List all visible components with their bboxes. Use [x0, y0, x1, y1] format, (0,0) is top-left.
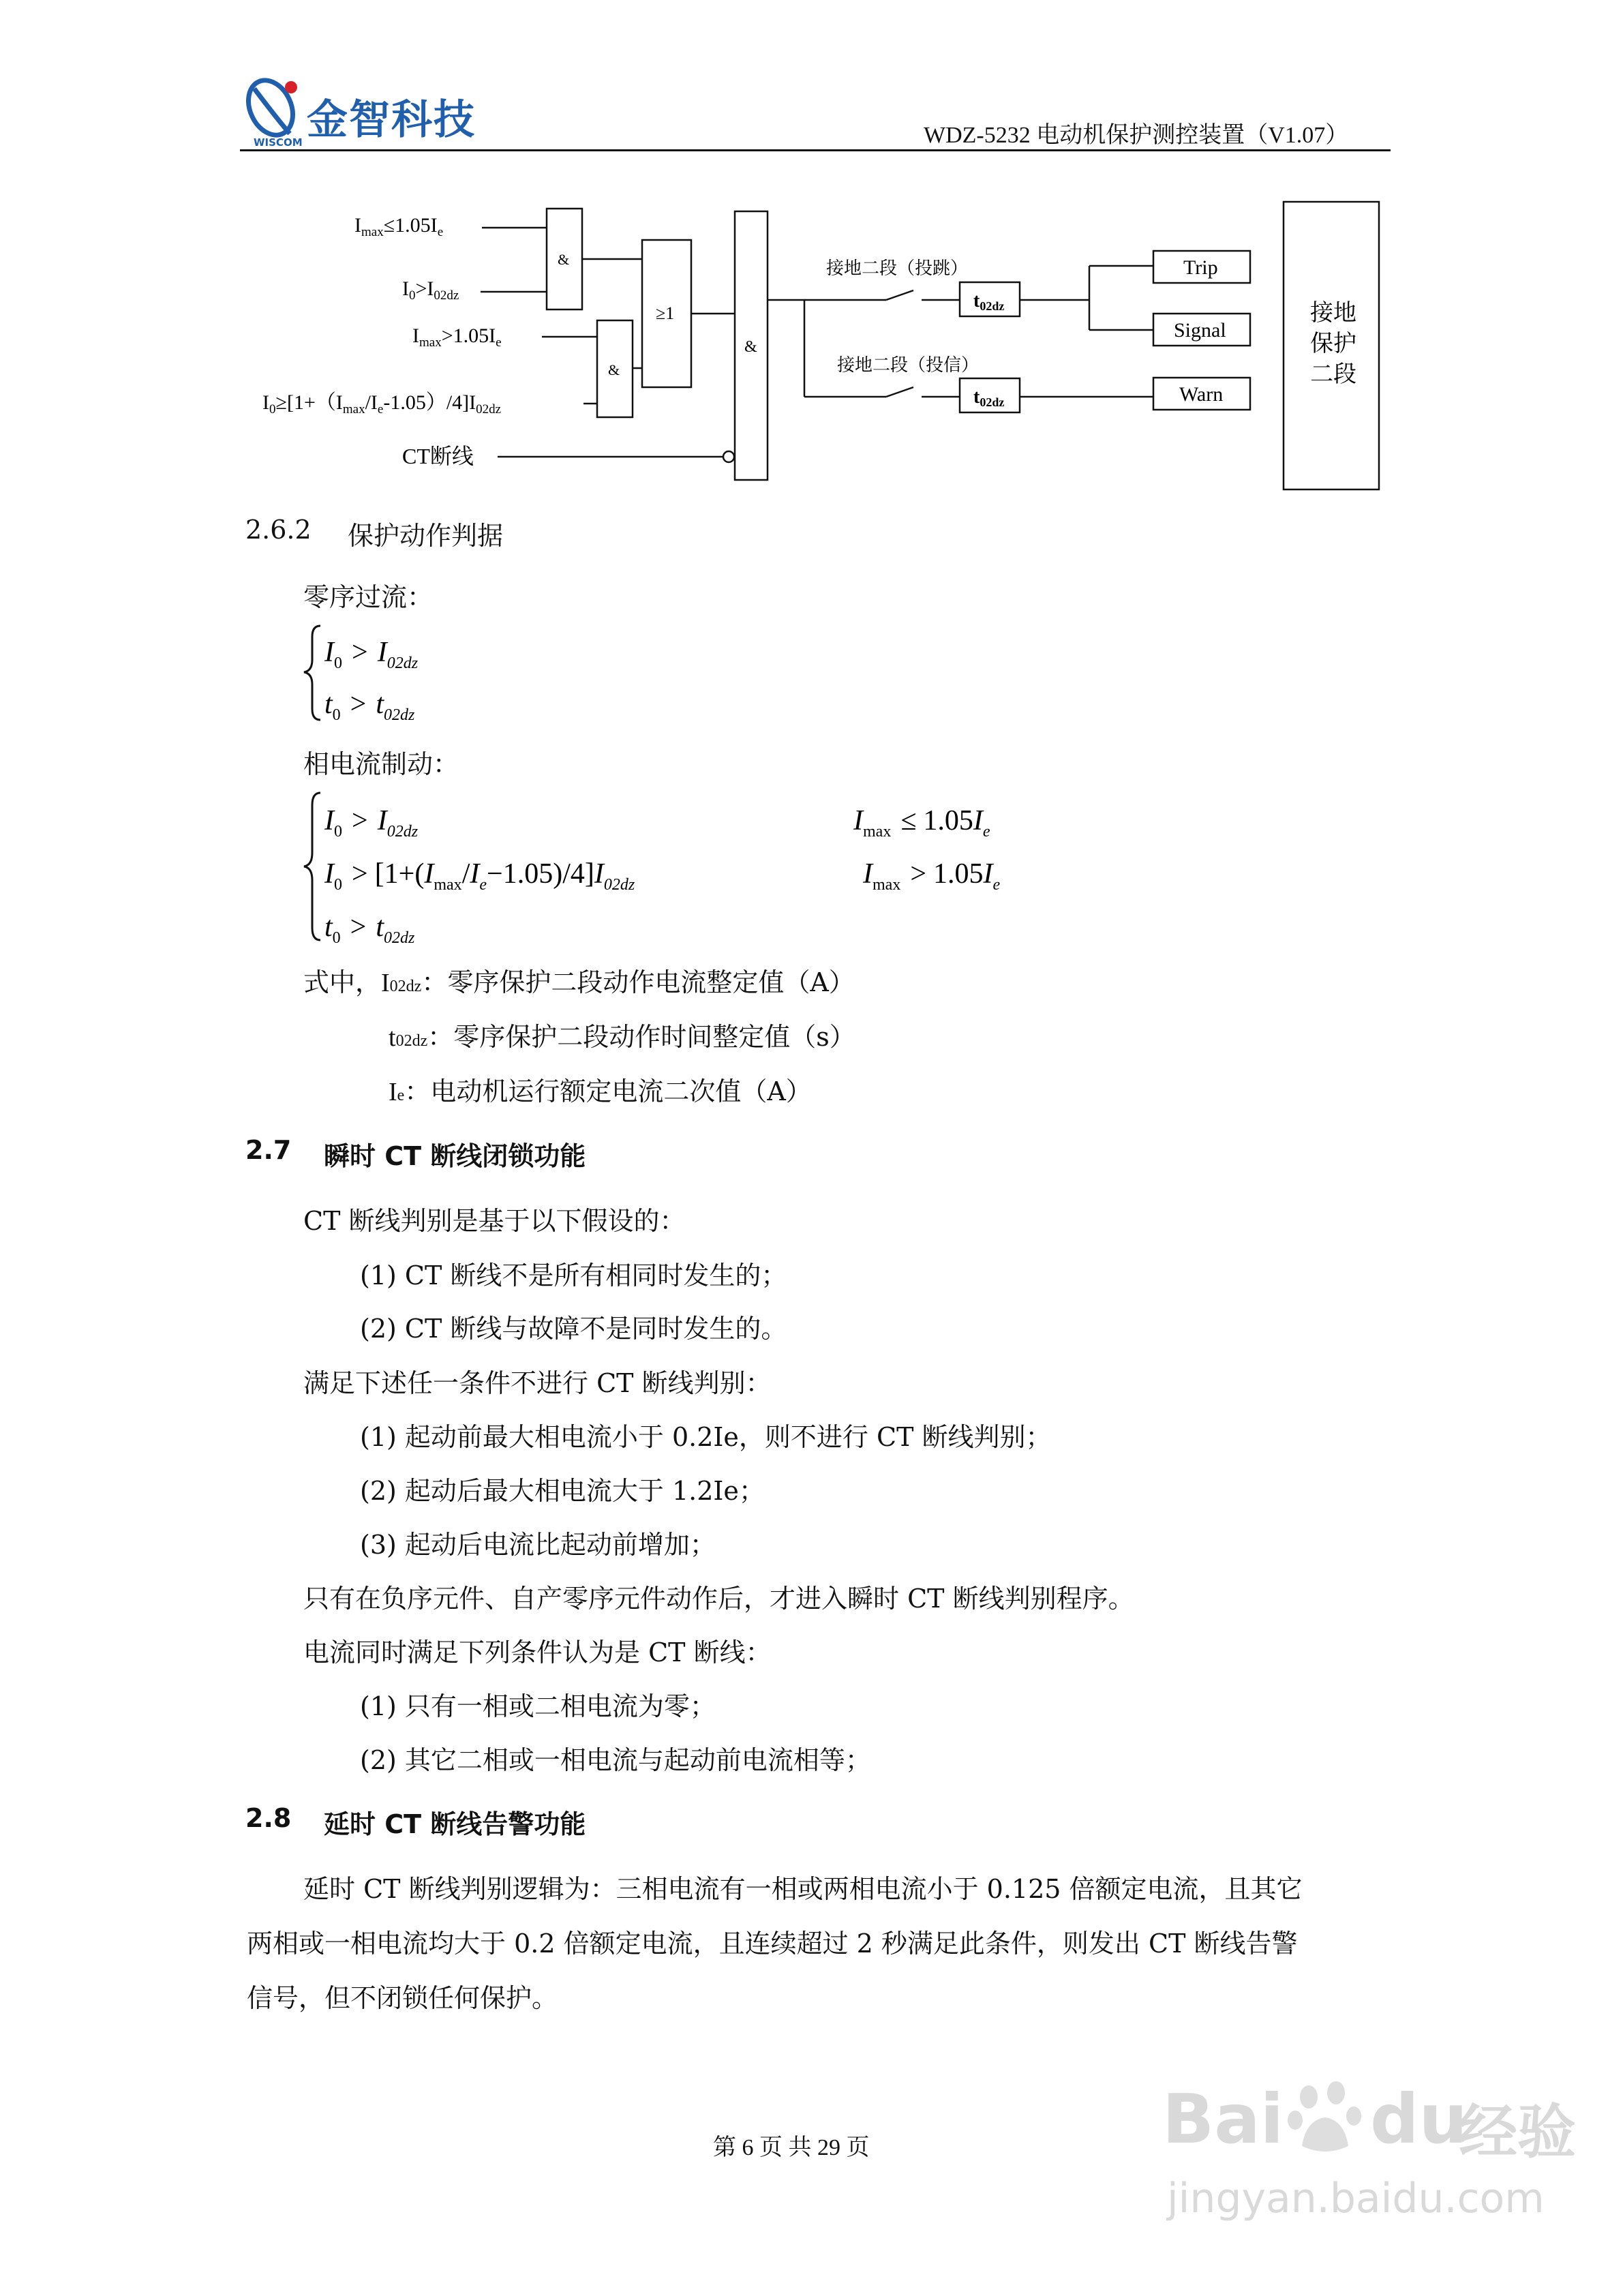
- doc-title: WDZ-5232 电动机保护测控装置（V1.07）: [924, 123, 1349, 148]
- delay-ct-line-1: 延时 CT 断线判别逻辑为：三相电流有一相或两相电流小于 0.125 倍额定电流，且其它: [303, 1874, 1303, 1904]
- delay-ct-line-3: 信号，但不闭锁任何保护。: [247, 1983, 558, 2013]
- timer-2-label: t02dz: [973, 387, 1005, 409]
- inversion-bubble: [723, 451, 734, 462]
- section-28-number: 2.8: [245, 1803, 292, 1833]
- switch-trip-label: 接地二段（投跳）: [826, 258, 969, 278]
- output-signal: Signal: [1174, 319, 1226, 342]
- svg-text:I0>[1+(Imax/Ie−1.05)/4]I02dz: $I_0 > [1+(I_{max}/I_e-1.05)/4]I_{02dz}$: [324, 858, 635, 894]
- svg-text:Imax>1.05Ie: $I_{max} > 1.05I_e$: [863, 858, 1001, 894]
- formula-phase-brake: [300, 787, 1084, 951]
- phase-brake-label: 相电流制动：: [303, 749, 459, 779]
- ct-note: 只有在负序元件、自产零序元件动作后，才进入瞬时 CT 断线判别程序。: [303, 1584, 1134, 1614]
- input-i0-brake: $I_0\ge[1+(I_{max}/I_e-1.05)/4]I_{02dz}$: [262, 391, 502, 417]
- timer-1-label: t02dz: [973, 290, 1005, 313]
- ct-cond-1: (1) 起动前最大相电流小于 0.2Ie，则不进行 CT 断线判别；: [360, 1422, 1052, 1452]
- ct-cond-intro: 满足下述任一条件不进行 CT 断线判别：: [303, 1368, 772, 1398]
- input-imax-le: $I_{max}\le 1.05I_e$: [354, 214, 444, 239]
- ct-cond-2: (2) 起动后最大相电流大于 1.2Ie；: [360, 1476, 765, 1506]
- switch-signal-label: 接地二段（投信）: [837, 355, 980, 375]
- and-gate-main-label: &: [744, 338, 757, 356]
- watermark-jingyan: 经验: [1459, 2098, 1576, 2166]
- ct-criteria-1: (1) 只有一相或二相电流为零；: [360, 1691, 716, 1721]
- logo-sub: WISCOM: [254, 136, 303, 149]
- input-ct-break: CT断线: [402, 444, 474, 468]
- svg-text:t0>t02dz: $t_0 > t_{02dz}$: [324, 689, 415, 724]
- watermark-bai: Bai: [1162, 2079, 1284, 2159]
- baidu-paw-icon: [1281, 2072, 1370, 2161]
- block-line-3: 二段: [1310, 362, 1356, 387]
- definition-t02dz: t02dz：零序保护二段动作时间整定值（s）: [389, 1022, 855, 1052]
- definition-i02dz: 式中，I02dz：零序保护二段动作电流整定值（A）: [303, 967, 855, 997]
- ct-cond-3: (3) 起动后电流比起动前增加；: [360, 1530, 716, 1560]
- and-gate-1-label: &: [558, 251, 570, 268]
- svg-text:I0>I02dz: $I_0 > I_{02dz}$: [324, 805, 419, 841]
- logic-diagram: [0, 0, 1623, 504]
- svg-text:t0>t02dz: $t_0 > t_{02dz}$: [324, 911, 415, 947]
- section-27-number: 2.7: [245, 1135, 292, 1165]
- logo-brand: 金智科技: [307, 96, 476, 144]
- formula-zero-seq: [300, 620, 504, 729]
- ct-intro: CT 断线判别是基于以下假设的：: [303, 1206, 686, 1236]
- section-262-title: 保护动作判据: [348, 521, 504, 551]
- section-27-title: 瞬时 CT 断线闭锁功能: [324, 1141, 586, 1171]
- or-gate-label: ≥1: [656, 303, 675, 323]
- page-number: 第 6 页 共 29 页: [713, 2135, 870, 2160]
- ct-criteria-2: (2) 其它二相或一相电流与起动前电流相等；: [360, 1745, 871, 1775]
- section-262-number: 2.6.2: [245, 515, 312, 545]
- section-28-title: 延时 CT 断线告警功能: [324, 1809, 586, 1839]
- ct-assumption-1: (1) CT 断线不是所有相同时发生的；: [360, 1260, 787, 1290]
- zero-seq-label: 零序过流：: [303, 582, 434, 612]
- definition-ie: Ie：电动机运行额定电流二次值（A）: [389, 1076, 812, 1106]
- and-gate-2-label: &: [608, 361, 620, 378]
- svg-text:I0>I02dz: $I_0 > I_{02dz}$: [324, 637, 419, 672]
- ct-criteria-intro: 电流同时满足下列条件认为是 CT 断线：: [303, 1637, 772, 1667]
- ct-assumption-2: (2) CT 断线与故障不是同时发生的。: [360, 1314, 787, 1344]
- delay-ct-line-2: 两相或一相电流均大于 0.2 倍额定电流，且连续超过 2 秒满足此条件，则发出 CT 断线告警: [247, 1929, 1298, 1959]
- output-warn: Warn: [1179, 383, 1224, 406]
- output-trip: Trip: [1183, 256, 1218, 279]
- block-line-2: 保护: [1310, 331, 1356, 357]
- input-i0-gt: $I_0>I_{02dz}$: [402, 277, 459, 303]
- watermark-du: du: [1370, 2079, 1468, 2159]
- svg-text:Imax≤1.05Ie: $I_{max} \le 1.05I_e$: [853, 805, 990, 841]
- block-line-1: 接地: [1310, 301, 1356, 326]
- input-imax-gt: $I_{max}>1.05I_e$: [412, 324, 502, 350]
- watermark-url: jingyan.baidu.com: [1167, 2175, 1545, 2222]
